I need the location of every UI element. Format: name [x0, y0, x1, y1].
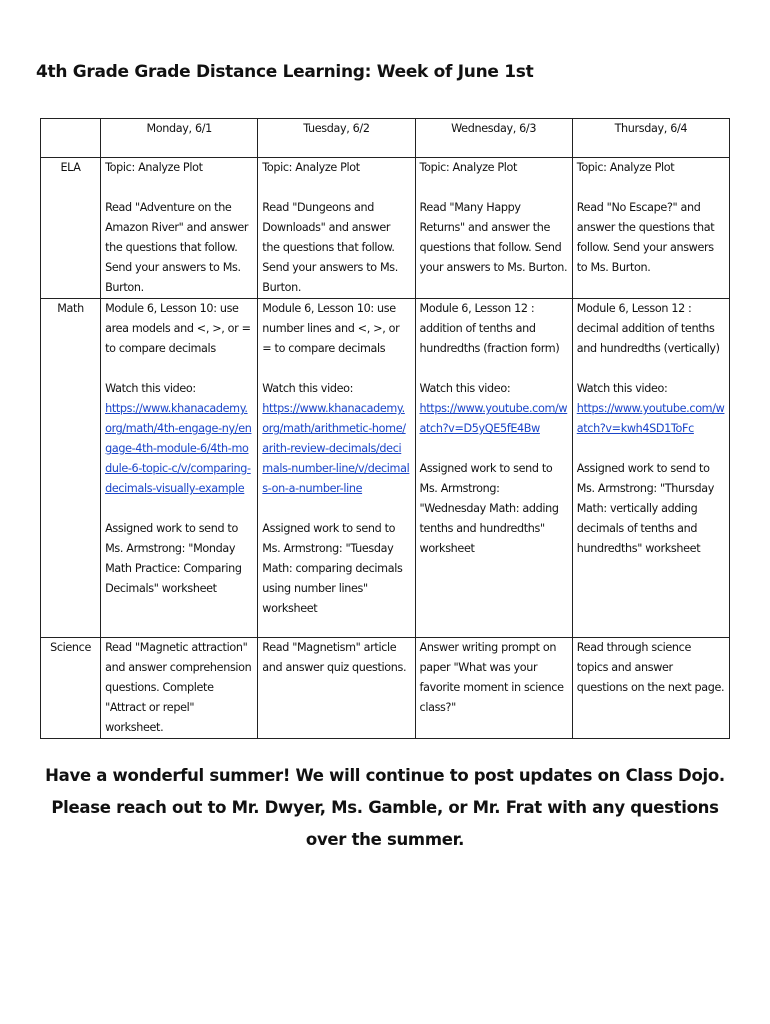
math-lesson: Module 6, Lesson 10: use area models and <, >, or = to compare decimals	[105, 302, 251, 355]
video-block	[577, 379, 725, 439]
video-label: Watch this video:	[419, 382, 511, 395]
science-row	[41, 638, 730, 739]
ela-topic: Topic: Analyze Plot	[419, 161, 518, 174]
page-title: 4th Grade Grade Distance Learning: Week of June 1st	[36, 62, 534, 82]
math-lesson: Module 6, Lesson 10: use number lines and <, >, or = to compare decimals	[262, 302, 400, 355]
corner-cell	[41, 119, 101, 158]
video-block	[420, 379, 568, 439]
day-header-wednesday: Wednesday, 6/3	[415, 119, 572, 158]
video-label: Watch this video:	[105, 382, 196, 395]
math-assignment: Assigned work to send to Ms. Armstrong: "Tuesday Math: comparing decimals using number lines" worksheet	[262, 522, 403, 615]
ela-cell-wednesday	[415, 158, 572, 299]
video-block	[105, 379, 253, 499]
ela-topic: Topic: Analyze Plot	[576, 161, 675, 174]
ela-task: Read "Many Happy Returns" and answer the questions that follow. Send your answers to Ms. Burton.	[419, 201, 568, 274]
math-lesson: Module 6, Lesson 12 : decimal addition of tenths and hundredths (vertically)	[576, 302, 720, 355]
header-row	[41, 119, 730, 158]
ela-cell-monday	[101, 158, 258, 299]
science-cell-monday: Read "Magnetic attraction" and answer comprehension questions. Complete "Attract or repel" worksheet.	[101, 638, 258, 739]
math-assignment: Assigned work to send to Ms. Armstrong: "Thursday Math: vertically adding decimals of tenths and hundredths" worksheet	[576, 462, 714, 555]
math-assignment: Assigned work to send to Ms. Armstrong: "Monday Math Practice: Comparing Decimals" worksheet	[105, 522, 242, 595]
math-lesson: Module 6, Lesson 12 : addition of tenths and hundredths (fraction form)	[419, 302, 560, 355]
ela-task: Read "No Escape?" and answer the questions that follow. Send your answers to Ms. Burton.	[576, 201, 715, 274]
science-cell-tuesday: Read "Magnetism" article and answer quiz questions.	[258, 638, 415, 739]
math-cell-monday	[101, 299, 258, 638]
science-cell-wednesday: Answer writing prompt on paper "What was your favorite moment in science class?"	[415, 638, 572, 739]
math-cell-wednesday	[415, 299, 572, 638]
ela-task: Read "Dungeons and Downloads" and answer the questions that follow. Send your answers to Ms. Burton.	[262, 201, 398, 294]
schedule-table	[40, 118, 730, 739]
subject-label-math: Math	[41, 299, 101, 638]
subject-label-science: Science	[41, 638, 101, 739]
math-cell-thursday	[572, 299, 729, 638]
subject-label-ela: ELA	[41, 158, 101, 299]
ela-cell-thursday	[572, 158, 729, 299]
science-cell-thursday: Read through science topics and answer questions on the next page.	[572, 638, 729, 739]
video-block	[262, 379, 410, 499]
video-link[interactable]: https://www.khanacademy.org/math/4th-engage-ny/engage-4th-module-6/4th-module-6-topic-c/v/comparing-decimals-visually-example	[105, 402, 252, 495]
day-header-thursday: Thursday, 6/4	[572, 119, 729, 158]
ela-cell-tuesday	[258, 158, 415, 299]
ela-task: Read "Adventure on the Amazon River" and answer the questions that follow. Send your answers to Ms. Burton.	[105, 201, 249, 294]
ela-topic: Topic: Analyze Plot	[105, 161, 203, 174]
ela-topic: Topic: Analyze Plot	[262, 161, 360, 174]
video-label: Watch this video:	[262, 382, 354, 395]
video-link[interactable]: https://www.youtube.com/watch?v=D5yQE5fE4Bw	[419, 402, 568, 435]
closing-message: Have a wonderful summer! We will continue to post updates on Class Dojo. Please reach out to Mr. Dwyer, Ms. Gamble, or Mr. Frat with any questions over the summer.	[45, 766, 725, 849]
math-cell-tuesday	[258, 299, 415, 638]
video-link[interactable]: https://www.khanacademy.org/math/arithmetic-home/arith-review-decimals/decimals-number-line/v/decimals-on-a-number-line	[262, 402, 410, 495]
day-header-monday: Monday, 6/1	[101, 119, 258, 158]
ela-row	[41, 158, 730, 299]
video-label: Watch this video:	[576, 382, 668, 395]
day-header-tuesday: Tuesday, 6/2	[258, 119, 415, 158]
math-assignment: Assigned work to send to Ms. Armstrong: "Wednesday Math: adding tenths and hundredths" worksheet	[419, 462, 559, 555]
math-row	[41, 299, 730, 638]
video-link[interactable]: https://www.youtube.com/watch?v=kwh4SD1ToFc	[576, 402, 725, 435]
